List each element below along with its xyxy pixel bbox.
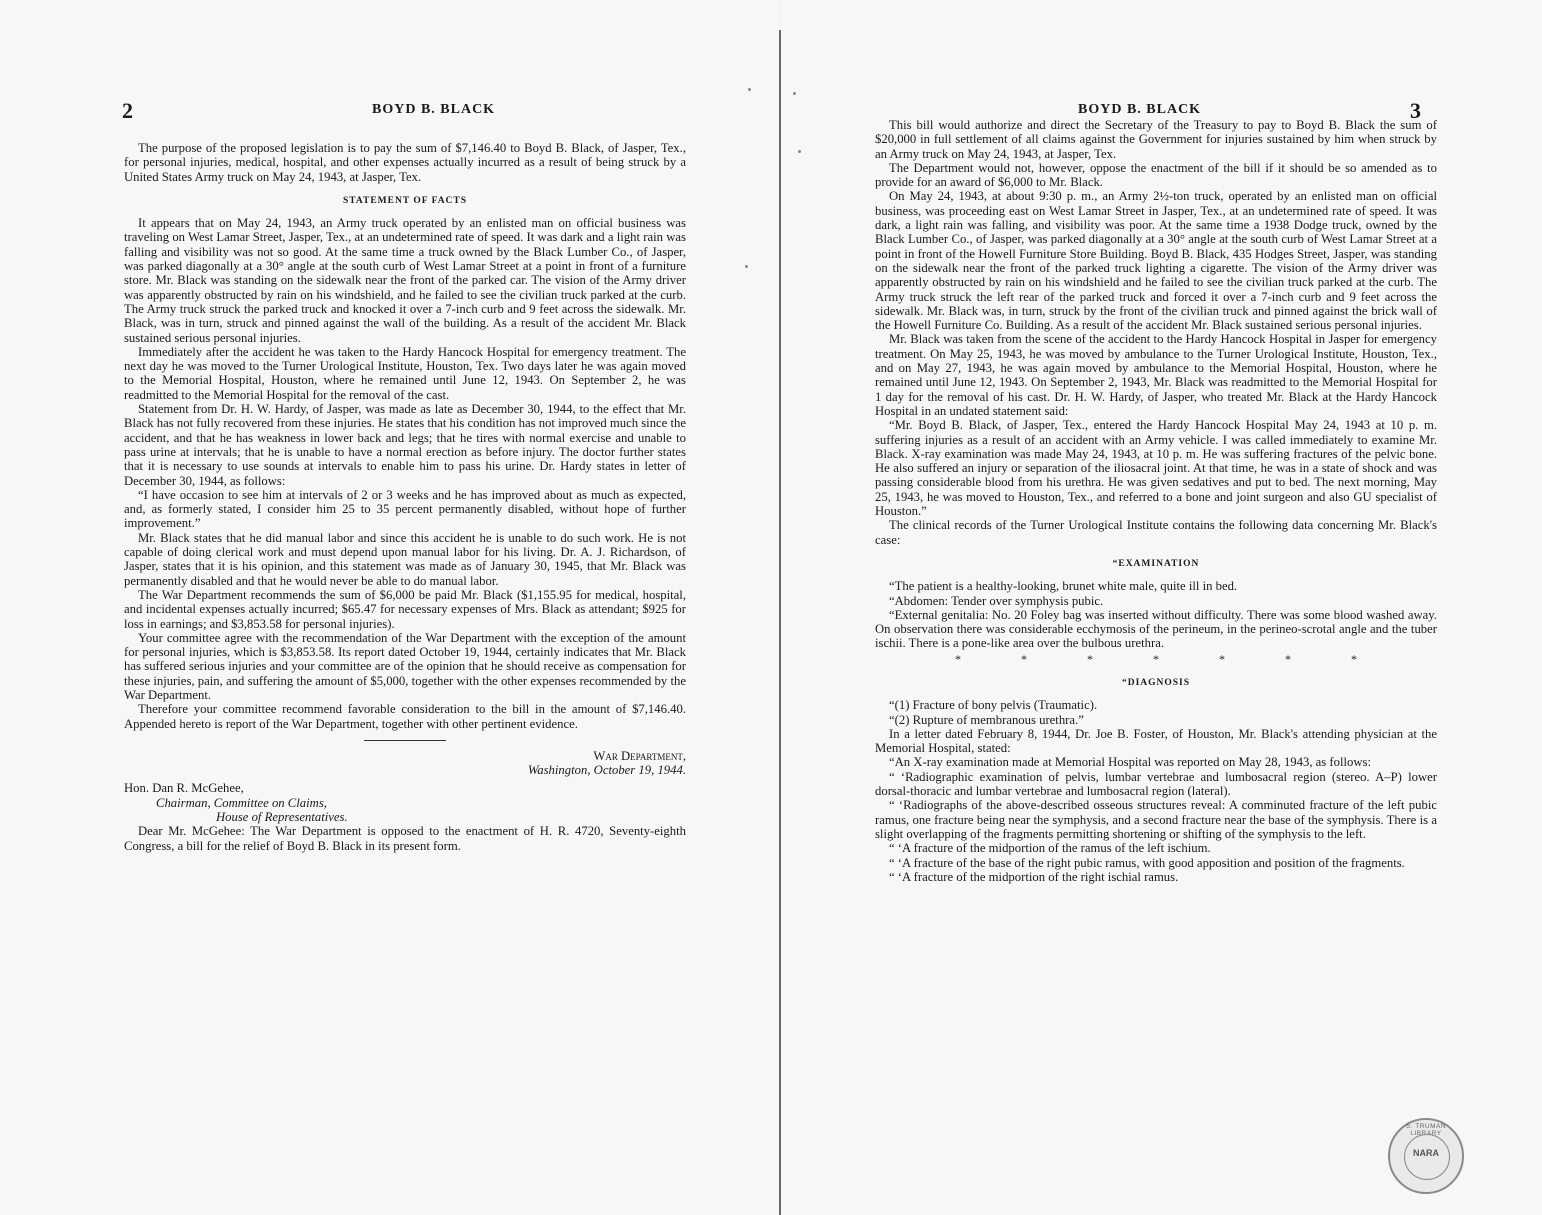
addressee-title: Chairman, Committee on Claims, — [156, 795, 327, 810]
running-head: BOYD B. BLACK — [1078, 102, 1202, 117]
paragraph: Mr. Black states that he did manual labor and since this accident he is unable to do such work. He is not capable of doing clerical work and must depend upon manual labor for his living. Dr. A. J. Richardson, of Jasper, states that it is his opinion, and this statement was made as of January 30, 1945, that Mr. Black was permanently disabled and that he would never be able to do manual labor. — [124, 530, 686, 588]
quoted-paragraph: “Mr. Boyd B. Black, of Jasper, Tex., entered the Hardy Hancock Hospital May 24, 1943 at 10 p. m. suffering injuries as a result of an accident with an Army vehicle. I was called immediately to examine Mr. Black. X-ray examination was made May 24, 1943, at 10 p. m. He was suffering fractures of the pelvic bone. He also suffered an injury or separation of the iliosacral joint. At that time, he was in a state of shock and was passing considerable blood from his urethra. He was given sedatives and put to bed. The next morning, May 25, 1943, he was moved to Houston, Tex., and referred to a bone and joint surgeon and also GU specialist of Houston.” — [875, 418, 1437, 519]
scan-speck — [745, 265, 748, 268]
paragraph: Your committee agree with the recommendation of the War Department with the exception of the amount for personal injuries, which is $3,853.58. Its report dated October 19, 1944, certainly indicates that Mr. Black has suffered serious injuries and your committee are of the opinion that he should receive as compensation for these injuries, pain, and suffering the amount of $5,000, together with the other expenses recommended by the War Department. — [124, 630, 686, 702]
diag-paragraph: “ ‘A fracture of the base of the right pubic ramus, with good apposition and position of the fragments. — [889, 855, 1405, 870]
scan-speck — [798, 150, 801, 153]
exam-paragraph: “External genitalia: No. 20 Foley bag was inserted without difficulty. There was some blood washed away. On observation there was considerable ecchymosis of the perineum, in the perineo-scrotal angle and the tuber ischii. There is a pone-like area over the bulbous urethra. — [875, 607, 1437, 651]
page-number: 2 — [122, 98, 133, 123]
scan-speck — [748, 88, 751, 91]
exam-paragraph: “The patient is a healthy-looking, brunet white male, quite ill in bed. — [889, 579, 1238, 594]
letter-text: Dear Mr. McGehee: The War Department is opposed to the enactment of H. R. 4720, Seventy-eighth Congress, a bill for the relief of Boyd B. Black in its present form. — [124, 824, 686, 853]
paragraph: Mr. Black was taken from the scene of the accident to the Hardy Hancock Hospital in Jasper for emergency treatment. On May 25, 1943, he was moved by ambulance to the Turner Urological Institute, Houston, Tex., and on May 27, 1943, he was again moved by ambulance to the Memorial Hospital, Houston, where he remained until June 12, 1943. On September 2, 1943, Mr. Black was readmitted to the Memorial Hospital for 1 day for the removal of his cast. Dr. H. W. Hardy, of Jasper, who treated Mr. Black at the Hardy Hancock Hospital in an undated statement said: — [875, 332, 1437, 418]
divider — [364, 740, 446, 741]
paragraph: Statement from Dr. H. W. Hardy, of Jasper, was made as late as December 30, 1944, to the effect that Mr. Black has not fully recovered from these injuries. He states that his condition has not improved much since the accident, and that he has weakness in lower back and legs; that he tires with normal exercise and unable to pass urine at intervals; that he is unable to have a normal erection as before injury. The doctor further states that it is necessary to use sounds at intervals to enable him to pass his urine. Dr. Hardy states in letter of December 30, 1944, as follows: — [124, 402, 686, 488]
addressee-name: Hon. Dan R. McGehee, — [124, 781, 244, 796]
paragraph: Therefore your committee recommend favorable consideration to the bill in the amount of $7,146.40. Appended hereto is report of the War Department, together with other pertinent evidence. — [124, 702, 686, 731]
paragraph: Immediately after the accident he was taken to the Hardy Hancock Hospital for emergency treatment. The next day he was moved to the Turner Urological Institute, Houston, Tex. Two days later he was again moved to the Memorial Hospital, Houston, where he remained until June 12, 1943. On September 2, he was readmitted to the Memorial Hospital for the removal of the cast. — [124, 344, 686, 402]
star: * — [1351, 651, 1357, 666]
diag-paragraph: In a letter dated February 8, 1944, Dr. Joe B. Foster, of Houston, Mr. Black's attending physician at the Memorial Hospital, stated: — [875, 726, 1437, 756]
dateline-place: Washington, October 19, 1944. — [527, 763, 686, 778]
diag-paragraph: “An X-ray examination made at Memorial Hospital was reported on May 28, 1943, as follows: — [889, 755, 1372, 770]
left-page-body — [124, 141, 686, 853]
paragraph: The Department would not, however, oppose the enactment of the bill if it should be so amended as to provide for an award of $6,000 to Mr. Black. — [875, 160, 1437, 190]
paragraph: This bill would authorize and direct the Secretary of the Treasury to pay to Boyd B. Black the sum of $20,000 in full settlement of all claims against the Government for injuries sustained by him when struck by an Army truck on May 24, 1943, at Jasper, Tex. — [875, 118, 1437, 161]
diag-paragraph: “(1) Fracture of bony pelvis (Traumatic). — [889, 698, 1098, 713]
section-heading: STATEMENT OF FACTS — [342, 195, 468, 206]
star: * — [1087, 651, 1093, 666]
paragraph: The clinical records of the Turner Urological Institute contains the following data concerning Mr. Black's case: — [875, 518, 1437, 547]
exam-paragraph: “Abdomen: Tender over symphysis pubic. — [889, 593, 1104, 608]
addressee-body: House of Representatives. — [216, 810, 348, 825]
diagnosis-heading: “DIAGNOSIS — [1121, 677, 1191, 688]
stamp-label: NARA — [1413, 1148, 1439, 1158]
quoted-paragraph: “I have occasion to see him at intervals of 2 or 3 weeks and he has improved about as much as expected, and, as formerly stated, I consider him 25 to 35 percent permanently disabled, without hope of further improvement.” — [124, 487, 686, 531]
scan-speck — [793, 92, 796, 95]
right-page — [782, 0, 1542, 1215]
star: * — [1153, 651, 1159, 666]
paragraph: The War Department recommends the sum of $6,000 be paid Mr. Black ($1,155.95 for medical, hospital, and incidental expenses actually incurred; $65.47 for necessary expenses of Mrs. Black as attendant; $925 for loss in earnings; and $3,853.58 for personal injuries). — [124, 587, 686, 631]
diag-paragraph: “ ‘A fracture of the midportion of the ramus of the left ischium. — [889, 841, 1211, 856]
nara-stamp — [1388, 1118, 1464, 1194]
diag-paragraph: “(2) Rupture of membranous urethra.” — [889, 712, 1084, 727]
star: * — [1021, 651, 1027, 666]
paragraph: It appears that on May 24, 1943, an Army truck operated by an enlisted man on official business was traveling on West Lamar Street, Jasper, Tex., at an undetermined rate of speed. It was dark and a light rain was falling and visibility was not so good. At the same time a truck owned by the Black Lumber Co., of Jasper, was parked diagonally at a 30° angle at the south curb of West Lamar Street at a point in front of a furniture store. Mr. Black was standing on the sidewalk near the front of the parked car. The vision of the Army driver was apparently obstructed by rain on his windshield, and he failed to see the civilian truck parked at the curb. The Army truck struck the parked truck and knocked it over a 7-inch curb and 9 feet across the sidewalk. Mr. Black, was in turn, struck and pinned against the wall of the building. As a result of the accident Mr. Black sustained serious personal injuries. — [124, 216, 686, 345]
intro-paragraph: The purpose of the proposed legislation is to pay the sum of $7,146.40 to Boyd B. Black, of Jasper, Tex., for personal injuries, medical, hospital, and other expenses actually incurred as a result of being struck by a United States Army truck on May 24, 1943, at Jasper, Tex. — [124, 141, 686, 184]
page-number: 3 — [1410, 98, 1421, 123]
examination-heading: “EXAMINATION — [1112, 558, 1200, 569]
addressee-block — [124, 781, 686, 824]
stamp-arc-text: S. TRUMAN LIBRARY — [1405, 1123, 1447, 1137]
right-page-body — [875, 118, 1437, 884]
dateline-org: War Department, — [593, 748, 686, 763]
diag-paragraph: “ ‘Radiographic examination of pelvis, lumbar vertebrae and lumbosacral region (stereo. A–P) lower dorsal-thoracic and lumbar vertebrae and lumbosacral region (lateral). — [875, 769, 1437, 799]
paragraph: On May 24, 1943, at about 9:30 p. m., an Army 2½-ton truck, operated by an enlisted man on official business, was proceeding east on West Lamar Street in Jasper, Tex., at an undetermined rate of speed. It was dark, a light rain was falling, and visibility was poor. At the same time a 1938 Dodge truck, owned by the Black Lumber Co., of Jasper, was parked diagonally at a 30° angle at the south curb of West Lamar Street at a point in front of the Howell Furniture Store Building. Boyd B. Black, 435 Hodges Street, Jasper, was standing on the sidewalk near the front of the parked truck lighting a cigarette. The vision of the Army driver was apparently obstructed by rain on his windshield and he failed to see the civilian truck parked at the curb. The Army truck struck the left rear of the parked truck and forced it over a 7-inch curb and 9 feet across the sidewalk. Mr. Black was, in turn, struck by the front of the civilian truck and pinned against the brick wall of the Howell Furniture Co. Building. As a result of the accident Mr. Black sustained serious personal injuries. — [875, 189, 1437, 333]
star: * — [1285, 651, 1291, 666]
page-gutter — [779, 30, 781, 1215]
diag-paragraph: “ ‘Radiographs of the above-described osseous structures reveal: A comminuted fracture of the left pubic ramus, one fracture being near the symphysis, and a second fracture near the base of the symphysis. There is a slight overlapping of the fragments permitting shortening or shifting of the symphysis to the left. — [875, 798, 1437, 841]
star: * — [1219, 651, 1225, 666]
diag-paragraph: “ ‘A fracture of the midportion of the right ischial ramus. — [889, 869, 1179, 884]
ellipsis-stars — [875, 652, 1437, 666]
star: * — [955, 651, 961, 666]
running-head: BOYD B. BLACK — [372, 102, 496, 117]
